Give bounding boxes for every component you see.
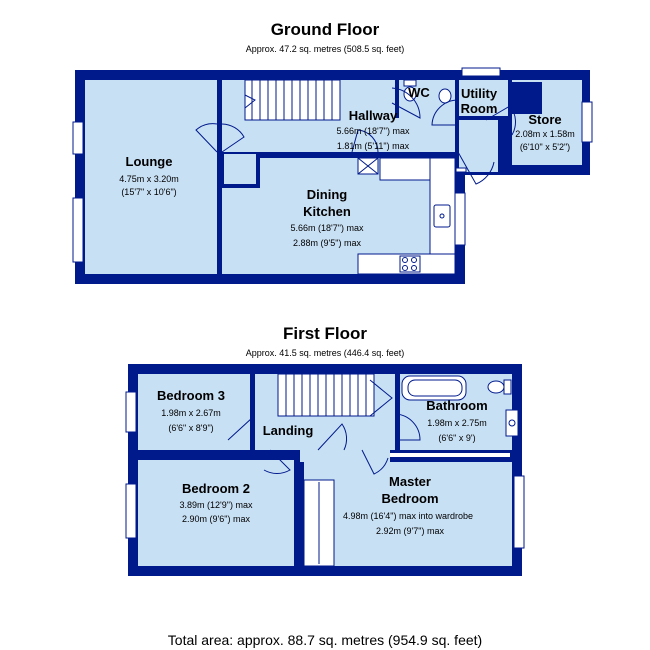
bedroom2-dim2: 2.90m (9'6") max: [182, 514, 250, 524]
bathroom-name: Bathroom: [426, 398, 488, 413]
utility-lower-wall: [458, 116, 510, 120]
entrance-step: [456, 168, 466, 172]
master-dim2: 2.92m (9'7") max: [376, 526, 444, 536]
boiler-icon: [358, 158, 378, 174]
kitchen-window: [455, 193, 465, 245]
master-window: [514, 476, 524, 548]
bath-icon: [402, 376, 466, 400]
landing-name: Landing: [262, 423, 314, 438]
bathroom-lower-line: [390, 453, 510, 457]
landing-lower-floor: [300, 450, 390, 462]
first-floor-title: First Floor: [282, 324, 368, 343]
utility-wall: [455, 78, 459, 168]
store-dim2: (6'10" x 5'2"): [519, 142, 571, 152]
dining-dim2: 2.88m (9'5") max: [293, 238, 361, 248]
master-name-line2: Bedroom: [381, 491, 439, 506]
master-name-line1: Master: [389, 474, 431, 489]
ground-staircase: [245, 80, 340, 120]
dining-name-line1: Dining: [306, 187, 348, 202]
store-name: Store: [528, 112, 562, 127]
sink-icon: [434, 205, 450, 227]
dining-name-line2: Kitchen: [303, 204, 351, 219]
ground-floor-area: Approx. 47.2 sq. metres (508.5 sq. feet): [245, 44, 405, 54]
bath-toilet-icon: [488, 380, 511, 394]
lounge-window-lower: [73, 198, 83, 262]
bedroom3-name: Bedroom 3: [157, 388, 225, 403]
utility-name-line1: Utility: [460, 86, 498, 101]
store-dim1: 2.08m x 1.58m: [515, 129, 575, 139]
bedroom2-name: Bedroom 2: [182, 481, 250, 496]
basin-icon: [439, 89, 451, 103]
ground-floor-plan: [73, 68, 592, 284]
bedroom2-dim1: 3.89m (12'9") max: [179, 500, 253, 510]
bathroom-dim1: 1.98m x 2.75m: [427, 418, 487, 428]
lounge-window-upper: [73, 122, 83, 154]
dining-dim1: 5.66m (18'7") max: [290, 223, 364, 233]
first-floor-plan: [126, 364, 524, 576]
utility-name-line2: Room: [460, 101, 498, 116]
total-area: Total area: approx. 88.7 sq. metres (954.9 sq. feet): [167, 632, 483, 648]
porch-floor: [458, 120, 498, 172]
bedroom2-floor: [138, 460, 294, 566]
bedroom3-dim2: (6'6" x 8'9"): [168, 423, 214, 433]
hallway-name: Hallway: [348, 108, 398, 123]
master-dim1: 4.98m (16'4") max into wardrobe: [343, 511, 473, 521]
store-cupboard: [512, 82, 542, 114]
wc-name: WC: [408, 85, 430, 100]
store-window: [582, 102, 592, 142]
bedroom3-window: [126, 392, 136, 432]
bathroom-dim2: (6'6" x 9'): [438, 433, 476, 443]
bedroom3-dim1: 1.98m x 2.67m: [161, 408, 221, 418]
chimney-recess: [224, 154, 256, 184]
store-wall: [508, 78, 512, 166]
utility-window: [462, 68, 500, 76]
hob-icon: [400, 256, 420, 272]
lounge-name: Lounge: [125, 154, 173, 169]
first-floor-area: Approx. 41.5 sq. metres (446.4 sq. feet): [245, 348, 405, 358]
hallway-dim1: 5.66m (18'7") max: [336, 126, 410, 136]
hallway-dim2: 1.81m (5'11") max: [336, 141, 410, 151]
ground-floor-title: Ground Floor: [270, 20, 380, 39]
lounge-dim2: (15'7" x 10'6"): [121, 187, 177, 197]
lounge-dim1: 4.75m x 3.20m: [119, 174, 179, 184]
bedroom2-window: [126, 484, 136, 538]
bath-basin-icon: [506, 410, 518, 436]
